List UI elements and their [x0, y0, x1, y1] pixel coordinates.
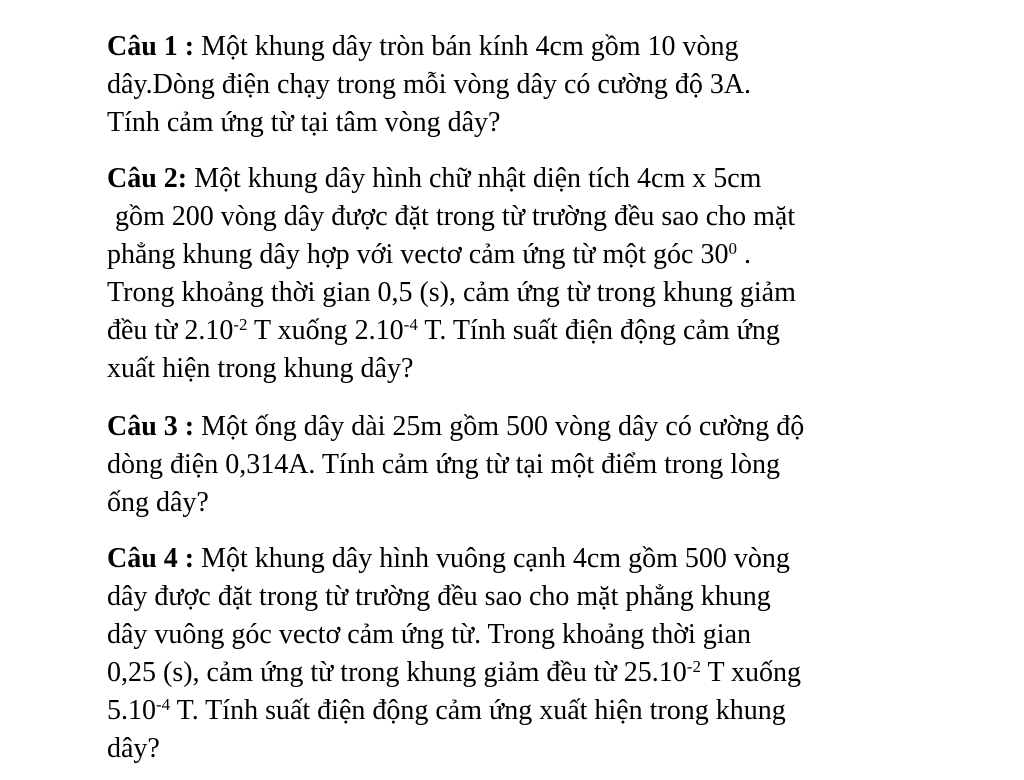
question-text: Một khung dây hình chữ nhật diện tích 4cm x 5cm	[194, 163, 762, 194]
question-text: phẳng khung dây hợp với vectơ cảm ứng từ một góc 30	[107, 239, 729, 270]
superscript: -2	[686, 656, 701, 676]
question-line	[107, 654, 957, 692]
question-line	[107, 236, 957, 274]
question-text: đều từ 2.10	[107, 315, 234, 346]
question-line: Trong khoảng thời gian 0,5 (s), cảm ứng từ trong khung giảm	[107, 277, 796, 308]
question-1	[107, 28, 957, 142]
question-line: dây được đặt trong từ trường đều sao cho mặt phẳng khung	[107, 581, 771, 612]
question-line	[107, 28, 957, 66]
question-text: 0,25 (s), cảm ứng từ trong khung giảm đều từ 25.10	[107, 657, 687, 688]
superscript: -2	[233, 314, 248, 334]
question-text: T. Tính suất điện động cảm ứng	[417, 315, 780, 346]
question-line: dây?	[107, 733, 160, 764]
question-text: T xuống	[700, 657, 802, 688]
question-text: Một khung dây hình vuông cạnh 4cm gồm 500 vòng	[201, 543, 790, 574]
question-line: gồm 200 vòng dây được đặt trong từ trường đều sao cho mặt	[115, 201, 796, 232]
question-4	[107, 540, 957, 768]
question-3	[107, 408, 957, 522]
question-text: 5.10	[107, 695, 156, 726]
question-line: xuất hiện trong khung dây?	[107, 353, 414, 384]
question-line	[107, 692, 957, 730]
superscript: -4	[156, 694, 171, 714]
superscript: -4	[403, 314, 418, 334]
question-line	[107, 408, 957, 446]
question-text: T xuống 2.10	[247, 315, 404, 346]
question-label: Câu 3 :	[107, 411, 195, 442]
question-text: T. Tính suất điện động cảm ứng xuất hiện trong khung	[170, 695, 786, 726]
question-line: Tính cảm ứng từ tại tâm vòng dây?	[107, 107, 501, 138]
question-text: Một ống dây dài 25m gồm 500 vòng dây có cường độ	[201, 411, 805, 442]
question-line	[107, 312, 957, 350]
question-label: Câu 1 :	[107, 31, 195, 62]
question-line: ống dây?	[107, 487, 209, 518]
question-line: dây vuông góc vectơ cảm ứng từ. Trong khoảng thời gian	[107, 619, 751, 650]
question-2	[107, 160, 957, 388]
question-line: dây.Dòng điện chạy trong mỗi vòng dây có cường độ 3A.	[107, 69, 752, 100]
question-text: Một khung dây tròn bán kính 4cm gồm 10 vòng	[201, 31, 739, 62]
question-label: Câu 2:	[107, 163, 188, 194]
question-line	[107, 160, 957, 198]
superscript: 0	[728, 238, 737, 258]
question-line	[107, 540, 957, 578]
question-line: dòng điện 0,314A. Tính cảm ứng từ tại một điểm trong lòng	[107, 449, 780, 480]
question-label: Câu 4 :	[107, 543, 195, 574]
question-text: .	[736, 239, 751, 270]
